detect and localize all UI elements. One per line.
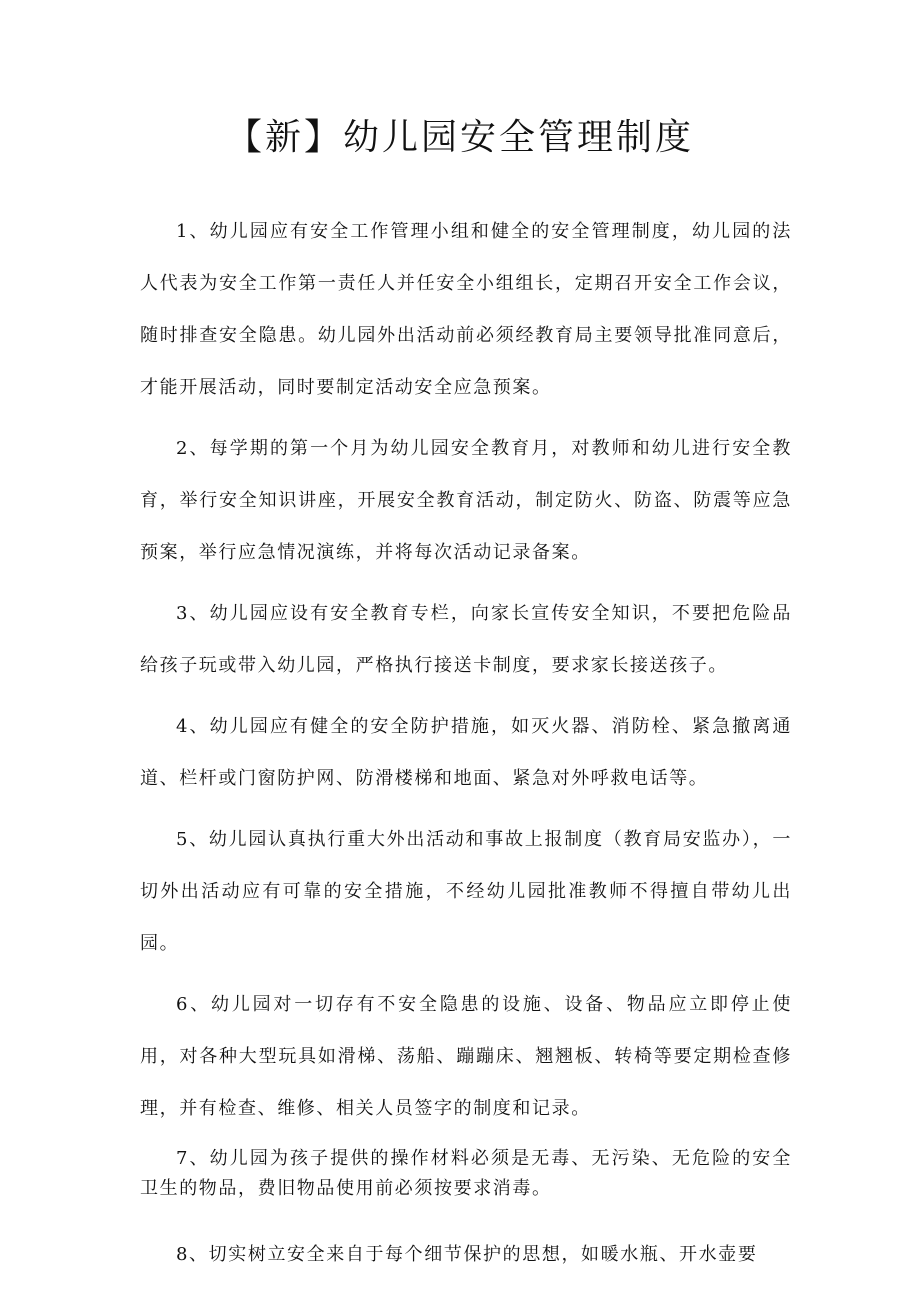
document-body [140,206,792,1281]
paragraph-6: 6、幼儿园对一切存有不安全隐患的设施、设备、物品应立即停止使用，对各种大型玩具如滑梯、荡船、蹦蹦床、翘翘板、转椅等要定期检查修理，并有检查、维修、相关人员签字的制度和记录。 [140,994,792,1119]
paragraph-2: 2、每学期的第一个月为幼儿园安全教育月，对教师和幼儿进行安全教育，举行安全知识讲座，开展安全教育活动，制定防火、防盗、防震等应急预案，举行应急情况演练，并将每次活动记录备案。 [140,438,792,563]
paragraph-3: 3、幼儿园应设有安全教育专栏，向家长宣传安全知识，不要把危险品给孩子玩或带入幼儿园，严格执行接送卡制度，要求家长接送孩子。 [140,603,792,676]
paragraph-1: 1、幼儿园应有安全工作管理小组和健全的安全管理制度，幼儿园的法人代表为安全工作第一责任人并任安全小组组长，定期召开安全工作会议，随时排查安全隐患。幼儿园外出活动前必须经教育局主要领导批准同意后，才能开展活动，同时要制定活动安全应急预案。 [140,221,792,398]
paragraph-8: 8、切实树立安全来自于每个细节保护的思想，如暖水瓶、开水壶要 [176,1244,758,1265]
paragraph-5: 5、幼儿园认真执行重大外出活动和事故上报制度（教育局安监办），一切外出活动应有可靠的安全措施，不经幼儿园批准教师不得擅自带幼儿出园。 [140,829,792,954]
document-title: 【新】幼儿园安全管理制度 [225,117,694,158]
paragraph-4: 4、幼儿园应有健全的安全防护措施，如灭火器、消防栓、紧急撤离通道、栏杆或门窗防护网、防滑楼梯和地面、紧急对外呼救电话等。 [140,716,792,789]
paragraph-7: 7、幼儿园为孩子提供的操作材料必须是无毒、无污染、无危险的安全卫生的物品，费旧物品使用前必须按要求消毒。 [140,1148,792,1199]
